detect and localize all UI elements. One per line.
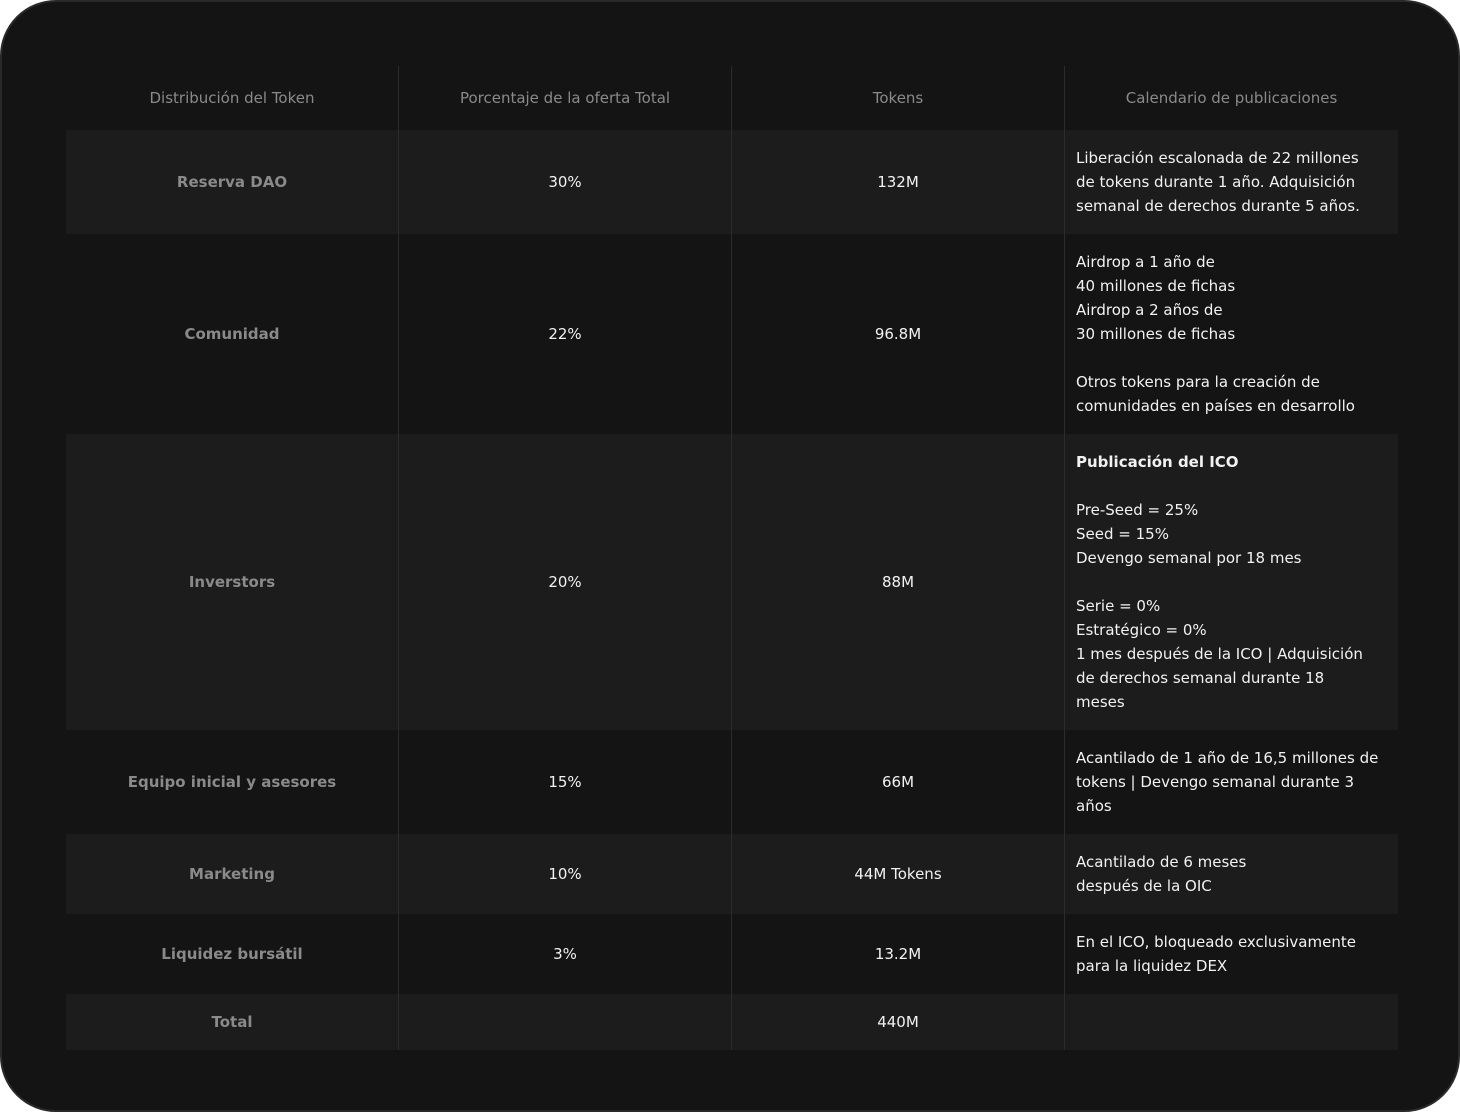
header-distribution: Distribución del Token [66, 66, 399, 130]
table-row [66, 730, 1398, 834]
table-header [66, 66, 1398, 130]
row-label: Marketing [66, 834, 399, 914]
row-tokens: 96.8M [732, 234, 1065, 434]
row-percentage: 30% [399, 130, 732, 234]
row-label: Equipo inicial y asesores [66, 730, 399, 834]
header-percentage: Porcentaje de la oferta Total [399, 66, 732, 130]
calendar-text: Airdrop a 1 año de 40 millones de fichas Airdrop a 2 años de 30 millones de fichas [1076, 253, 1236, 343]
header-calendar: Calendario de publicaciones [1125, 89, 1338, 107]
row-tokens: 13.2M [732, 914, 1065, 994]
table-row [66, 834, 1398, 914]
table-row [66, 914, 1398, 994]
row-calendar [1065, 434, 1398, 730]
table-row [66, 434, 1398, 730]
row-percentage: 22% [399, 234, 732, 434]
row-tokens: 132M [732, 130, 1065, 234]
row-label: Inverstors [66, 434, 399, 730]
total-tokens: 440M [732, 994, 1065, 1050]
table-total-row [66, 994, 1398, 1050]
calendar-text: Liberación escalonada de 22 millones de tokens durante 1 año. Adquisición semanal de derechos durante 5 años. [1076, 149, 1360, 215]
row-label: Reserva DAO [66, 130, 399, 234]
row-percentage: 3% [399, 914, 732, 994]
row-percentage: 15% [399, 730, 732, 834]
row-label: Comunidad [66, 234, 399, 434]
row-label: Liquidez bursátil [66, 914, 399, 994]
calendar-title: Publicación del ICO [1076, 453, 1239, 471]
row-tokens: 44M Tokens [732, 834, 1065, 914]
row-calendar [1065, 730, 1398, 834]
table-row [66, 234, 1398, 434]
total-calendar [1065, 994, 1398, 1050]
calendar-text: En el ICO, bloqueado exclusivamente para la liquidez DEX [1076, 933, 1356, 975]
calendar-text-secondary: Otros tokens para la creación de comunidades en países en desarrollo [1076, 373, 1355, 415]
row-calendar [1065, 834, 1398, 914]
row-tokens: 88M [732, 434, 1065, 730]
total-percentage [399, 994, 732, 1050]
token-distribution-table [66, 66, 1398, 1050]
calendar-text: Acantilado de 1 año de 16,5 millones de tokens | Devengo semanal durante 3 años [1076, 749, 1379, 815]
row-tokens: 66M [732, 730, 1065, 834]
row-calendar [1065, 234, 1398, 434]
header-tokens: Tokens [732, 66, 1065, 130]
row-calendar [1065, 130, 1398, 234]
total-label: Total [66, 994, 399, 1050]
row-percentage: 10% [399, 834, 732, 914]
row-calendar [1065, 914, 1398, 994]
table-row [66, 130, 1398, 234]
calendar-text: Pre-Seed = 25% Seed = 15% Devengo semanal por 18 mes [1076, 501, 1302, 567]
calendar-text-secondary: Serie = 0% Estratégico = 0% 1 mes después de la ICO | Adquisición de derechos semanal durante 18 meses [1076, 597, 1363, 711]
row-percentage: 20% [399, 434, 732, 730]
calendar-text: Acantilado de 6 meses después de la OIC [1076, 853, 1247, 895]
